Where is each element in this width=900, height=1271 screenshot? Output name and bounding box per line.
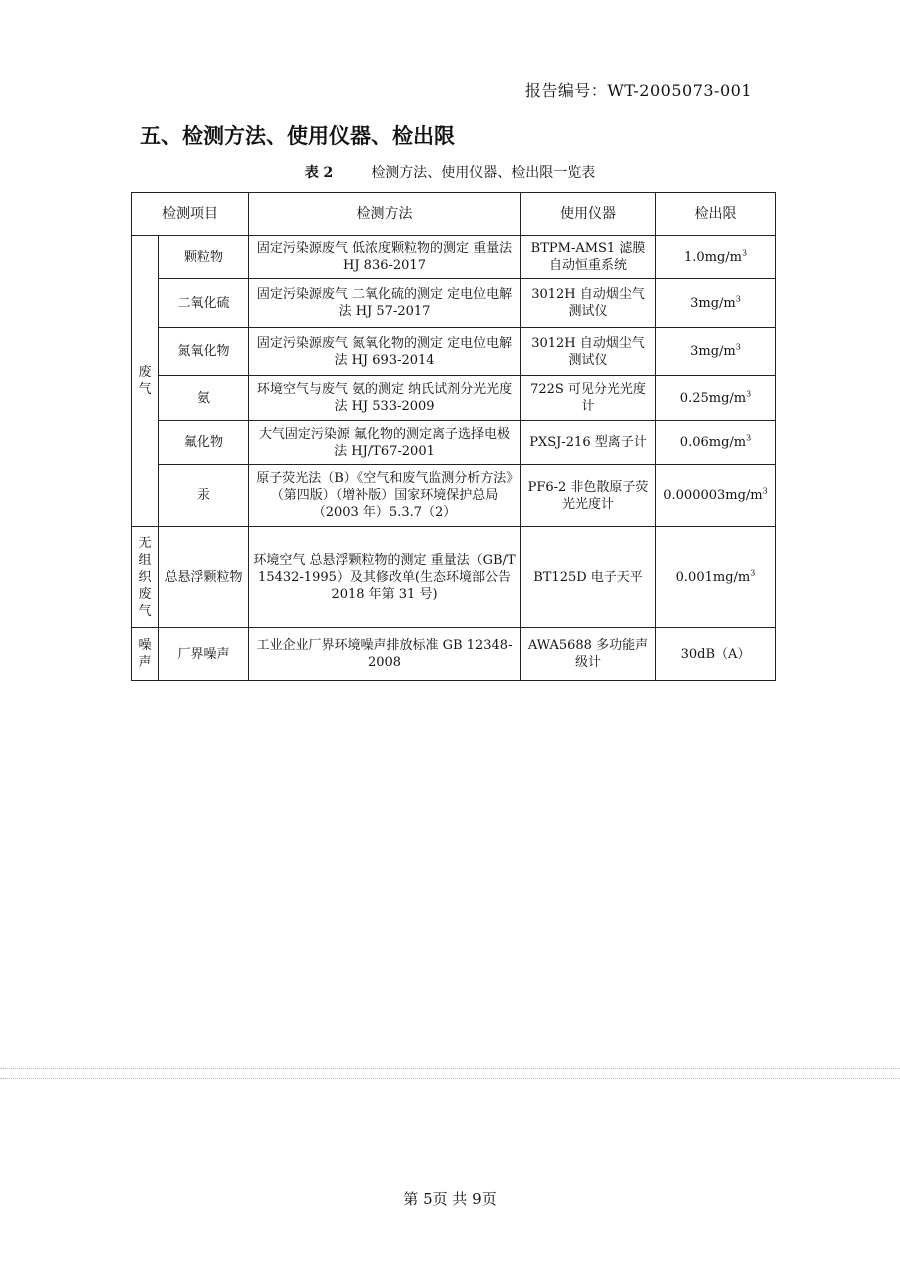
page-number: 第 5页 共 9页 — [403, 1190, 497, 1208]
scan-artifact-line — [0, 1068, 900, 1069]
table-row — [132, 628, 776, 681]
item-cell: 厂界噪声 — [159, 628, 249, 681]
instrument-cell: 722S 可见分光光度计 — [521, 376, 656, 421]
header-method: 检测方法 — [249, 193, 521, 236]
item-cell: 总悬浮颗粒物 — [159, 527, 249, 628]
table-row — [132, 376, 776, 421]
scan-artifact-line — [0, 1078, 900, 1079]
instrument-cell: BTPM-AMS1 滤膜自动恒重系统 — [521, 236, 656, 279]
instrument-cell: AWA5688 多功能声级计 — [521, 628, 656, 681]
limit-cell: $3mg/m^3$ — [656, 328, 776, 376]
method-cell: 工业企业厂界环境噪声排放标准 GB 12348-2008 — [249, 628, 521, 681]
table-row — [132, 328, 776, 376]
method-cell: 固定污染源废气 氮氧化物的测定 定电位电解法 HJ 693-2014 — [249, 328, 521, 376]
table-caption — [0, 162, 900, 182]
table-caption-number: 表 2 — [304, 165, 334, 181]
method-cell: 固定污染源废气 低浓度颗粒物的测定 重量法 HJ 836-2017 — [249, 236, 521, 279]
table-row — [132, 236, 776, 279]
item-cell: 颗粒物 — [159, 236, 249, 279]
table-row — [132, 279, 776, 328]
category-cell: 废气 — [132, 236, 159, 527]
method-cell: 原子荧光法（B）《空气和废气监测分析方法》（第四版）（增补版）国家环境保护总局（2003 年）5.3.7（2） — [249, 465, 521, 527]
item-cell: 汞 — [159, 465, 249, 527]
limit-cell: $0.06mg/m^3$ — [656, 421, 776, 465]
item-cell: 氟化物 — [159, 421, 249, 465]
item-cell: 二氧化硫 — [159, 279, 249, 328]
category-cell: 噪声 — [132, 628, 159, 681]
limit-cell: $1.0mg/m^3$ — [656, 236, 776, 279]
method-cell: 固定污染源废气 二氧化硫的测定 定电位电解法 HJ 57-2017 — [249, 279, 521, 328]
limit-cell: $0.25mg/m^3$ — [656, 376, 776, 421]
table-row — [132, 421, 776, 465]
limit-cell: 30dB（A） — [656, 628, 776, 681]
limit-cell: $3mg/m^3$ — [656, 279, 776, 328]
item-cell: 氮氧化物 — [159, 328, 249, 376]
limit-cell: $0.000003mg/m^3$ — [656, 465, 776, 527]
instrument-cell: 3012H 自动烟尘气测试仪 — [521, 328, 656, 376]
header-item: 检测项目 — [132, 193, 249, 236]
section-title: 五、检测方法、使用仪器、检出限 — [140, 123, 455, 148]
instrument-cell: PF6-2 非色散原子荧光光度计 — [521, 465, 656, 527]
header-limit: 检出限 — [656, 193, 776, 236]
table-caption-text: 检测方法、使用仪器、检出限一览表 — [371, 165, 596, 181]
header-instrument: 使用仪器 — [521, 193, 656, 236]
instrument-cell: 3012H 自动烟尘气测试仪 — [521, 279, 656, 328]
instrument-cell: PXSJ-216 型离子计 — [521, 421, 656, 465]
instrument-cell: BT125D 电子天平 — [521, 527, 656, 628]
item-cell: 氨 — [159, 376, 249, 421]
method-cell: 环境空气与废气 氨的测定 纳氏试剂分光光度法 HJ 533-2009 — [249, 376, 521, 421]
table-row — [132, 465, 776, 527]
detection-table — [131, 192, 776, 681]
table-row — [132, 527, 776, 628]
method-cell: 环境空气 总悬浮颗粒物的测定 重量法（GB/T 15432-1995）及其修改单(生态环境部公告 2018 年第 31 号) — [249, 527, 521, 628]
report-number: 报告编号：WT-2005073-001 — [524, 81, 752, 100]
limit-cell: $0.001mg/m^3$ — [656, 527, 776, 628]
category-cell: 无组织废气 — [132, 527, 159, 628]
method-cell: 大气固定污染源 氟化物的测定离子选择电极法 HJ/T67-2001 — [249, 421, 521, 465]
table-header-row — [132, 193, 776, 236]
